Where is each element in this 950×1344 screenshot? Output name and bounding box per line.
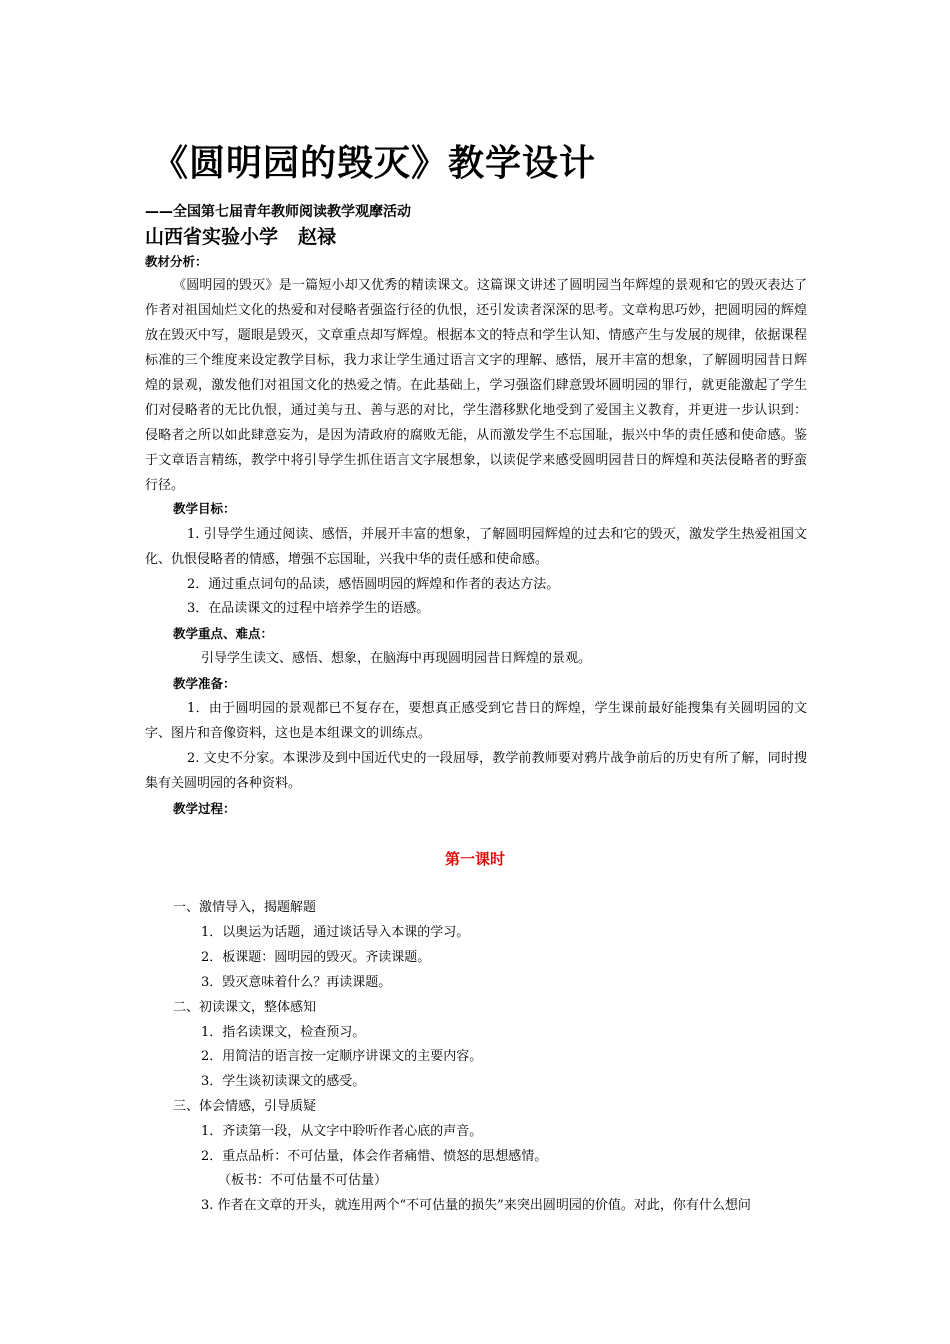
section-2-item-2: 2．用简洁的语言按一定顺序讲课文的主要内容。 (201, 1049, 483, 1064)
key-points-heading: 教学重点、难点： (173, 626, 274, 641)
author-line (145, 224, 336, 250)
analysis-heading: 教材分析： (145, 254, 208, 269)
document-title: 《圆明园的毁灭》教学设计 (152, 143, 597, 184)
author-school: 山西省实验小学 (145, 226, 279, 248)
goal-item-1: 1. 引导学生通过阅读、感悟，并展开丰富的想象，了解圆明园辉煌的过去和它的毁灭，激发学生热爱祖国文化、仇恨侵略者的情感，增强不忘国耻，兴我中华的责任感和使命感。 (145, 527, 807, 567)
preparation-item-2: 2. 文史不分家。本课涉及到中国近代史的一段屈辱，教学前教师要对鸦片战争前后的历史有所了解，同时搜集有关圆明园的各种资料。 (145, 751, 807, 791)
section-3-item-1: 1．齐读第一段，从文字中聆听作者心底的声音。 (201, 1124, 483, 1139)
key-points-text: 引导学生读文、感悟、想象，在脑海中再现圆明园昔日辉煌的景观。 (201, 651, 592, 666)
section-3-board-note: （板书：不可估量不可估量） (218, 1173, 388, 1188)
section-2-item-1: 1．指名读课文，检查预习。 (201, 1025, 366, 1040)
section-3-item-3: 3. 作者在文章的开头，就连用两个“不可估量的损失”来突出圆明园的价值。对此，你有什么想问 (201, 1198, 751, 1213)
process-heading: 教学过程： (173, 801, 236, 816)
section-1-item-1: 1．以奥运为话题，通过谈话导入本课的学习。 (201, 925, 470, 940)
section-2-heading: 二、初读课文，整体感知 (173, 1000, 317, 1015)
section-2-item-3: 3．学生谈初读课文的感受。 (201, 1074, 366, 1089)
analysis-paragraph: 《圆明园的毁灭》是一篇短小却又优秀的精读课文。这篇课文讲述了圆明园当年辉煌的景观和它的毁灭表达了作者对祖国灿烂文化的热爱和对侵略者强盗行径的仇恨，还引发读者深深的思考。文章构思巧妙，把圆明园的辉煌放在毁灭中写，题眼是毁灭，文章重点却写辉煌。根据本文的特点和学生认知、情感产生与发展的规律，依据课程标准的三个维度来设定教学目标，我力求让学生通过语言文字的理解、感悟，展开丰富的想象，了解圆明园昔日辉煌的景观，激发他们对祖国文化的热爱之情。在此基础上，学习强盗们肆意毁坏圆明园的罪行，就更能激起了学生们对侵略者的无比仇恨，通过美与丑、善与恶的对比，学生潜移默化地受到了爱国主义教育，并更进一步认识到：侵略者之所以如此肆意妄为，是因为清政府的腐败无能，从而激发学生不忘国耻，振兴中华的责任感和使命感。鉴于文章语言精练，教学中将引导学生抓住语言文字展想象，以读促学来感受圆明园昔日的辉煌和英法侵略者的野蛮行径。 (145, 278, 807, 493)
preparation-heading: 教学准备： (173, 676, 236, 691)
goal-item-3: 3．在品读课文的过程中培养学生的语感。 (187, 601, 430, 616)
goal-item-2: 2．通过重点词句的品读，感悟圆明园的辉煌和作者的表达方法。 (187, 577, 560, 592)
section-3-item-2: 2．重点品析：不可估量，体会作者痛惜、愤怒的思想感情。 (201, 1149, 548, 1164)
lesson-title: 第一课时 (444, 850, 505, 868)
section-1-item-2: 2．板课题：圆明园的毁灭。齐读课题。 (201, 950, 431, 965)
section-1-heading: 一、激情导入，揭题解题 (173, 900, 317, 915)
section-1-item-3: 3．毁灭意味着什么？再读课题。 (201, 975, 392, 990)
preparation-item-1: 1．由于圆明园的景观都已不复存在，要想真正感受到它昔日的辉煌，学生课前最好能搜集有关圆明园的文字、图片和音像资料，这也是本组课文的训练点。 (145, 701, 807, 741)
document-subtitle: ——全国第七届青年教师阅读教学观摩活动 (145, 204, 411, 220)
author-name: 赵禄 (298, 226, 337, 248)
section-3-heading: 三、体会情感，引导质疑 (173, 1099, 317, 1114)
goals-heading: 教学目标： (173, 501, 236, 516)
